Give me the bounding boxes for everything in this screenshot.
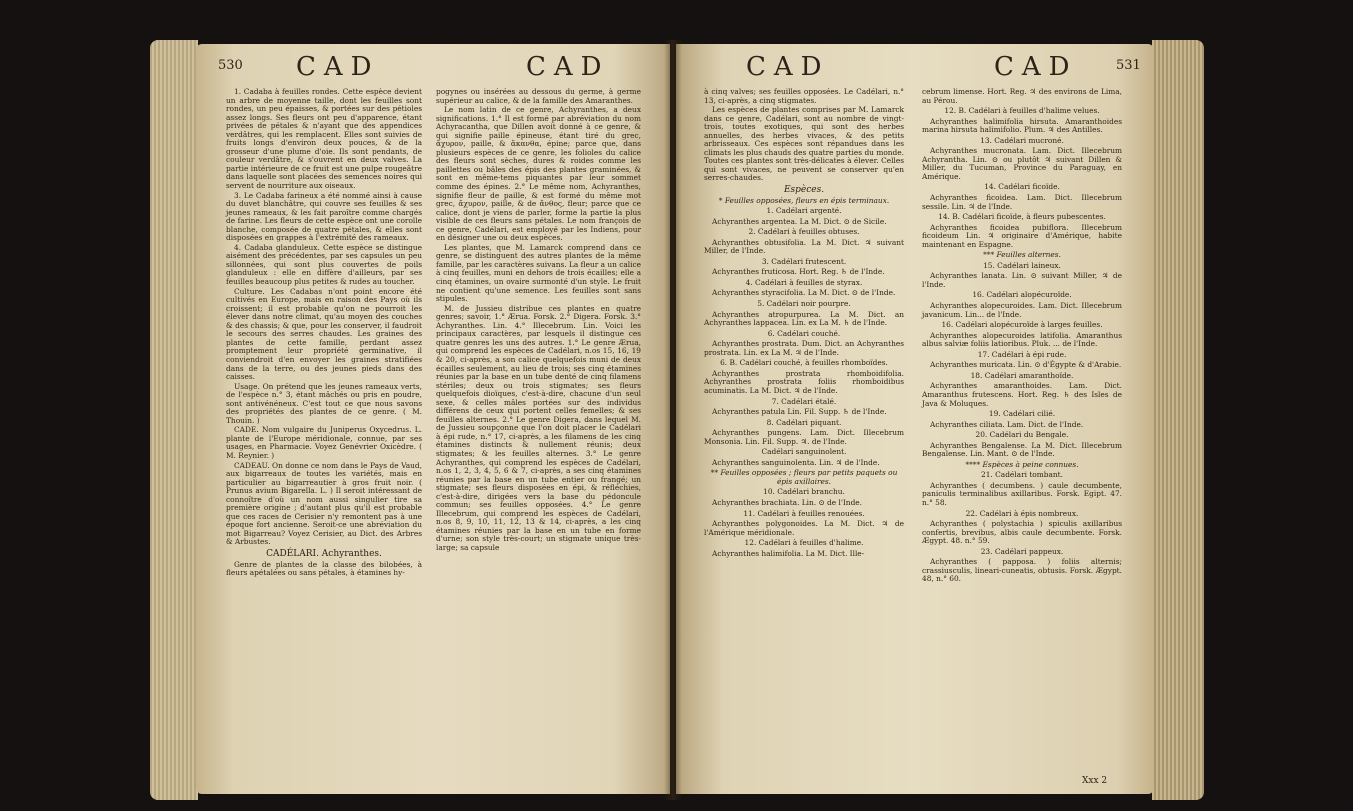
species-description: Achyranthes alopecuroides latifolia. Amaranthus albus salviæ foliis latioribus. Pluk. ... de l'Inde.: [922, 330, 1122, 349]
paragraph: Genre de plantes de la classe des bilobées, à fleurs apétalées ou sans pétales, à étamines hy-: [226, 559, 422, 578]
species-entry: 14. B. Cadélari ficoïde, à fleurs pubescentes.: [938, 212, 1106, 222]
species-entry: 21. Cadélari tombant.: [981, 470, 1063, 480]
species-entry: 11. Cadélari à feuilles renouées.: [743, 508, 865, 518]
species-description: Achyranthes prostrata. Dum. Dict. an Achyranthes prostrata. Lin. ex La M. ♃ de l'Inde.: [704, 339, 904, 357]
species-entry: 17. Cadélari à épi rude.: [977, 349, 1067, 359]
species-description: Achyranthes prostrata rhomboidifolia. Achyranthes prostrata foliis rhomboidibus acuminatis. La M. Dict. ♃ de l'Inde.: [704, 368, 904, 395]
species-entry: 18. Cadélari amaranthoïde.: [970, 370, 1074, 380]
species-group-title: ** Feuilles opposées ; fleurs par petits paquets ou épis axillaires.: [710, 468, 898, 486]
species-entry: 19. Cadélari cilié.: [988, 409, 1056, 419]
species-description: Achyranthes brachiata. Lin. ⊙ de l'Inde.: [712, 497, 863, 507]
book-edge-right: [1152, 40, 1204, 800]
species-entry: 16. Cadélari alopécuroïde.: [972, 290, 1072, 300]
book-gutter: [664, 40, 682, 800]
signature-mark: Xxx 2: [1082, 776, 1108, 786]
species-entry: 10. Cadélari branchu.: [763, 487, 845, 497]
species-entry: 6. B. Cadélari couché, à feuilles rhomboïdes.: [720, 358, 888, 368]
paragraph: pogynes ou insérées au dessous du germe, à germe supérieur au calice, & de la famille des Amaranthes.: [436, 87, 641, 105]
species-group-title: * Feuilles opposées, fleurs en épis terminaux.: [718, 195, 890, 205]
species-description: Achyranthes patula Lin. Fil. Supp. ♄ de l'Inde.: [712, 407, 887, 417]
species-entry: 12. Cadélari à feuilles d'halime.: [744, 538, 864, 548]
species-description: Achyranthes lanata. Lin. ⊙ suivant Miller, ♃ de l'Inde.: [922, 271, 1122, 289]
paragraph: Le nom latin de ce genre, Achyranthes, a deux significations. 1.° Il est formé par abréviation du nom Achyracantha, que Dillen avoit donné à ce genre, & qui signifie paille épineuse, étant tiré du grec, ἄχυρον, paille, & ἄκανθα, épine; parce que, dans plusieurs espèces de ce genre, les folioles du calice des fleurs sont sèches, dures & roides comme les paillettes ou bâles des épis des plantes graminées, & sont en même-tems piquantes par leur sommet comme des épines. 2.° Le même nom, Achyranthes, signifie fleur de paille, & est formé du même mot grec, ἄχυρον, paille, & de ἄνθος, fleur; parce que ce calice, dont je viens de parler, forme la partie la plus visible de ces fleurs sans pétales. Le nom françois de ce genre, Cadélari, est employé par les Indiens, pour en désigner une ou deux espèces.: [436, 105, 641, 243]
species-description: Achyranthes halimifolia hirsuta. Amaranthoides marina hirsuta halimifolio. Plum. ♃ des Antilles.: [922, 116, 1122, 135]
species-entry: 16. Cadélari alopécuroïde à larges feuilles.: [941, 320, 1103, 330]
paragraph: CADEAU. On donne ce nom dans le Pays de Vaud, aux bigarreaux de toutes les variétés, mais en particulier au bigarreautier à gros fruit noir. ( Prunus avium Bigarella. L. ) Il seroit intéressant de connoître d'où un nom aussi singulier tire sa première origine ; d'autant plus qu'il est probable que ces races de Cerisier n'y remontent pas à une époque fort ancienne. Seroit-ce une abréviation du mot Bigarreau? Voyez Cerisier, au Dict. des Arbres & Arbustes.: [226, 460, 422, 547]
species-entry: 22. Cadélari à épis nombreux.: [965, 508, 1079, 518]
left-column-1: [226, 88, 422, 579]
species-entry: 23. Cadélari pappeux.: [980, 546, 1064, 556]
paragraph: Les plantes, que M. Lamarck comprend dans ce genre, se distinguent des autres plantes de la même famille, par les caractères suivans. La fleur a un calice à cinq feuilles, muni en dehors de trois écailles; elle a cinq étamines, un ovaire surmonté d'un style. Le fruit ne contient qu'une semence. Les feuilles sont sans stipules.: [436, 242, 641, 304]
paragraph: Culture. Les Cadabas n'ont point encore été cultivés en Europe, mais en raison des Pays où ils croissent; il est probable qu'on ne pourroit les élever dans notre climat, qu'au moyen des couches & des chassis; & que, pour les conserver, il faudroit le secours des serres chaudes. Les graines des plantes de cette famille, perdant assez promptement leur propriété germinative, il conviendroit d'en envoyer les graines stratifiées dans de la terre, ou des jeunes pieds dans des caisses.: [226, 286, 422, 382]
running-header-right-1: CAD: [746, 52, 830, 82]
species-entry: 13. Cadélari mucroné.: [980, 135, 1064, 145]
left-page: [196, 44, 670, 794]
species-description: Achyranthes obtusifolia. La M. Dict. ♃ suivant Miller, de l'Inde.: [704, 237, 904, 256]
paragraph: 3. Le Cadaba farineux a été nommé ainsi à cause du duvet blanchâtre, qui couvre ses feuilles & ses jeunes rameaux, & les fait paroître comme chargés de farine. Les fleurs de cette espèce ont une corolle blanche, composée de quatre pétales, & elles sont disposées en grappes à l'extrémité des rameaux.: [226, 190, 422, 243]
paragraph: 1. Cadaba à feuilles rondes. Cette espèce devient un arbre de moyenne taille, dont les feuilles sont rondes, un peu épaisses, & portées sur des pétioles assez longs. Ses fleurs ont peu d'apparence, étant privées de pétales & n'ayant que des appendices verdâtres, qui les remplacent. Elles sont suivies de fruits longs d'environ deux pouces, & de la grosseur d'une plume d'oie. Ils sont pendants, de couleur verdâtre, & s'ouvrent en deux valves. La partie intérieure de ce fruit est une pulpe rougeâtre dans laquelle sont placées des semences noires qui servent de nourriture aux oiseaux.: [226, 87, 422, 191]
species-description: Achyranthes amaranthoides. Lam. Dict. Amaranthus frutescens. Hort. Reg. ♄ des Isles de Java & Moluques.: [922, 381, 1122, 408]
species-group-title: **** Espèces à peine connues.: [965, 459, 1079, 469]
paragraph: 4. Cadaba glanduleux. Cette espèce se distingue aisément des précédentes, par ses capsules un peu sillonnées, qui sont plus couvertes de poils glanduleux : elle en diffère d'ailleurs, par ses feuilles beaucoup plus petites & rudes au toucher.: [226, 242, 422, 287]
paragraph: Les espèces de plantes comprises par M. Lamarck dans ce genre, Cadélari, sont au nombre de vingt-trois, toutes exotiques, qui sont des herbes annuelles, des herbes vivaces, & des petits arbrisseaux. Ces espèces sont répandues dans les climats les plus chauds des quatre parties du monde. Toutes ces plantes sont très-délicates à élever. Celles qui sont vivaces, ne peuvent se conserver qu'en serres-chaudes.: [704, 105, 904, 183]
species-description: cebrum limense. Hort. Reg. ♃ des environs de Lima, au Pérou.: [922, 87, 1122, 105]
species-entry: 20. Cadélari du Bengale.: [975, 430, 1069, 440]
right-column-2: [922, 88, 1122, 585]
species-description: Achyranthes argentea. La M. Dict. ⊙ de Sicile.: [712, 216, 887, 226]
species-description: Achyranthes ficoidea pubiflora. Illecebrum ficoideum Lin. ♃ originaire d'Amérique, habite maintenant en Espagne.: [922, 222, 1122, 249]
running-header-right-2: CAD: [994, 52, 1078, 82]
paragraph: à cinq valves; ses feuilles opposées. Le Cadélari, n.° 13, ci-après, a cinq stigmates.: [704, 87, 904, 105]
species-description: Achyranthes mucronata. Lam. Dict. Illecebrum Achyrantha. Lin. ⊙ ou plutôt ♃ suivant Dillen & Miller, du Tucuman, Province du Paraguay, en Amérique.: [922, 146, 1122, 181]
species-description: Achyranthes ( decumbens. ) caule decumbente, paniculis terminalibus axillaribus. Forsk. Egipt. 47. n.° 58.: [922, 480, 1122, 507]
species-description: Achyranthes sanguinolenta. Lin. ♃ de l'Inde.: [712, 457, 880, 467]
species-entry: 12. B. Cadélari à feuilles d'halime velues.: [944, 106, 1100, 116]
species-entry: Cadélari sanguinolent.: [761, 447, 847, 457]
species-group-title: *** Feuilles alternes.: [983, 250, 1061, 260]
species-description: Achyranthes ( papposa. ) foliis alternis; crassiusculis, lineari-cuneatis, obtusis. Forsk. Ægypt. 48, n.° 60.: [922, 557, 1122, 584]
species-entry: 1. Cadélari argenté.: [766, 206, 842, 216]
right-page: [676, 44, 1154, 794]
species-section-title: Espèces.: [783, 185, 825, 196]
left-column-2: [436, 88, 641, 554]
species-description: Achyranthes fruticosa. Hort. Reg. ♄ de l'Inde.: [712, 267, 885, 277]
page-number-right: 531: [1116, 58, 1141, 73]
species-entry: 5. Cadélari noir pourpre.: [757, 299, 851, 309]
running-header-left-1: CAD: [296, 52, 380, 82]
paragraph: Usage. On prétend que les jeunes rameaux verts, de l'espèce n.° 3, étant mâchés ou pris en poudre, sont antivénéneux. C'est tout ce que nous savons des propriétés des plantes de ce genre. ( M. Thouin. ): [226, 381, 422, 425]
paragraph: CADE. Nom vulgaire du Juniperus Oxycedrus. L. plante de l'Europe méridionale, connue, par ses usages, en Pharmacie. Voyez Genévrier Oxicèdre. ( M. Reynier. ): [226, 425, 422, 460]
species-description: Achyranthes ficoidea. Lam. Dict. Illecebrum sessile. Lin. ♃ de l'Inde.: [922, 193, 1122, 211]
species-description: Achyranthes atropurpurea. La M. Dict. an Achyranthes lappacea. Lin. ex La M. ♄ de l'Inde.: [704, 309, 904, 328]
species-entry: 3. Cadélari frutescent.: [761, 256, 847, 266]
species-description: Achyranthes styracifolia. La M. Dict. ⊙ de l'Inde.: [712, 288, 896, 298]
species-description: Achyranthes halimifolia. La M. Dict. Ille-: [712, 548, 865, 558]
book-edge-left: [150, 40, 198, 800]
species-entry: 6. Cadélari couché.: [767, 328, 841, 338]
species-entry: 2. Cadélari à feuilles obtuses.: [748, 227, 860, 237]
species-description: Achyranthes Bengalense. La M. Dict. Illecebrum Bengalense. Lin. Mant. ⊙ de l'Inde.: [922, 440, 1122, 459]
species-entry: 7. Cadélari étalé.: [771, 396, 837, 406]
species-entry: 8. Cadélari piquant.: [766, 417, 842, 427]
page-number-left: 530: [218, 58, 243, 73]
species-entry: 15. Cadélari laineux.: [983, 260, 1061, 270]
running-header-left-2: CAD: [526, 52, 610, 82]
species-description: Achyranthes polygonoides. La M. Dict. ♃ de l'Amérique méridionale.: [704, 519, 904, 537]
species-entry: 14. Cadélari ficoïde.: [984, 182, 1060, 192]
species-description: Achyranthes ciliata. Lam. Dict. de l'Inde.: [930, 419, 1084, 429]
right-column-1: [704, 88, 904, 559]
species-description: Achyranthes alopecuroides. Lam. Dict. Illecebrum javanicum. Lin... de l'Inde.: [922, 301, 1122, 319]
species-entry: 4. Cadélari à feuilles de styrax.: [745, 277, 863, 287]
species-description: Achyranthes pungens. Lam. Dict. Illecebrum Monsonia. Lin. Fil. Supp. ♃. de l'Inde.: [704, 428, 904, 446]
paragraph: M. de Jussieu distribue ces plantes en quatre genres; savoir, 1.° Ærua. Forsk. 2.° Digera. Forsk. 3.° Achyranthes. Lin. 4.° Illecebrum. Lin. Voici les principaux caractères, par lesquels il distingue ces quatre genres les uns des autres. 1.° Le genre Ærua, qui comprend les espèces de Cadélari, n.os 15, 16, 19 & 20, ci-après, a son calice quelquefois muni de deux écailles seulement, au lieu de trois; ses cinq étamines réunies par la base en un tube denté de cinq filamens stériles; deux ou trois stigmates; ses fleurs quelquefois dioïques, c'est-à-dire, chacune d'un seul sexe, & celles mâles portées sur des individus différens de ceux qui portent celles femelles; & ses feuilles alternes. 2.° Le genre Digera, dans lequel M. de Jussieu soupçonne que l'on doit placer le Cadélari à épi rude, n.° 17, ci-après, a les filamens de les cinq étamines distincts & nullement réunis; deux stigmates; & les feuilles alternes. 3.° Le genre Achyranthes, qui comprend les espèces de Cadélari, n.os 1, 2, 3, 4, 5, 6 & 7, ci-après, a ses cinq étamines réunies par la base en un tube entier ou frangé; un stigmate; ses fleurs disposées en épi, & réfléchies, c'est-à-dire, dirigées vers la base du pédoncule commun; ses feuilles opposées. 4.° Le genre Illecebrum, qui comprend les espèces de Cadélari, n.os 8, 9, 10, 11, 12, 13 & 14, ci-après, a les cinq étamines réunies par la base en un tube en forme d'urne; son style très-court; un stigmate unique très-large; sa capsule: [436, 303, 641, 552]
species-description: Achyranthes ( polystachia ) spiculis axillaribus confertis, brevibus, albis caule decumbente. Forsk. Ægypt. 48. n.° 59.: [922, 519, 1122, 546]
species-description: Achyranthes muricata. Lin. ⊙ d'Égypte & d'Arabie.: [930, 360, 1122, 370]
entry-heading: CADÉLARI. Achyranthes.: [266, 548, 382, 559]
